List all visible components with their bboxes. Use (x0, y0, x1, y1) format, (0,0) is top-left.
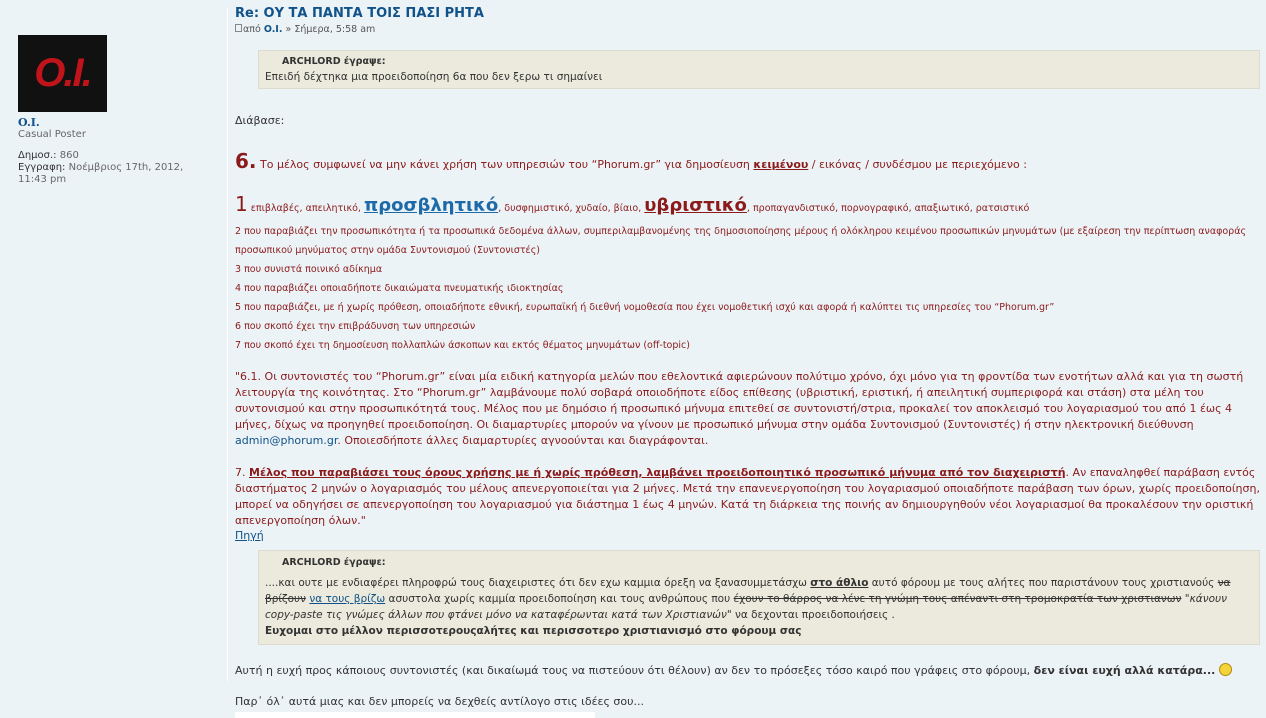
rule-6-text: Το μέλος συμφωνεί να μην κάνει χρήση των υπηρεσιών του “Phorum.gr” για δημοσίευση (260, 158, 754, 171)
quote-text-d: να δεχονται προειδοποιήσεις . (731, 609, 895, 621)
posts-label: Δημοσ.: (18, 150, 57, 161)
joined-date: Νοέμβριος 17th, 2012, 11:43 pm (18, 162, 184, 185)
embedded-image-top (235, 712, 595, 718)
post-meta (235, 24, 1260, 35)
rule-6-1-text: "6.1. Οι συντονιστές του “Phorum.gr” είναι μία ειδική κατηγορία μελών που εθελοντικά αφιερώνουν πολύτιμο χρόνο, όχι μόνο για τη φροντίδα των ενοτήτων αλλά και για τη σωστή λειτουργία της κοινότητας. Στο “Phorum.gr” λαμβάνουμε πολύ σοβαρά οποιοδήποτε είδος επίθεσης (υβριστική, εριστική, ή απειλητική συμπεριφορά και στάση) στα μέλη του συντονισμού και στην προσωπικότητά τους. Μέλος που με δημόσιο ή προσωπικό μήνυμα επιτεθεί σε συντονιστή/στρια, προκαλεί τον αποκλεισμό του λογαριασμού του από 1 έως 4 μήνες, δίχως να προηγηθεί προειδοποίηση. Οι διαμαρτυρίες μπορούν να γίνουν με προσωπικό μήνυμα στην ομάδα Συντονισμού (Συντονιστές) ή στην ηλεκτρονική διεύθυνση (235, 370, 1244, 431)
user-rank: Casual Poster (18, 129, 86, 140)
reply-paragraph-1 (235, 663, 1260, 677)
quote-underline: στο άθλιο (810, 577, 869, 589)
rule-6-text-end: / εικόνας / συνδέσμου με περιεχόμενο : (808, 158, 1027, 171)
joined-label: Εγγραφη: (18, 162, 66, 173)
post-title[interactable]: Re: ΟΥ ΤΑ ΠΑΝΤΑ ΤΟΙΣ ΠΑΣΙ ΡΗΤΑ (235, 6, 484, 21)
quote-author: ARCHLORD έγραψε: (282, 56, 386, 67)
source-link[interactable]: Πηγή (235, 529, 264, 542)
rule-item-1-text-3: , προπαγανδιστικό, πορνογραφικό, απαξιωτικό, ρατσιστικό (746, 203, 1030, 214)
rule-7-text: . Αν επαναληφθεί παράβαση εντός διαστήματος 2 μηνών ο λογαριασμός του μέλους απενεργοποιείται για 2 μήνες. Μετά την επανενεργοποίηση του λογαριασμού οποιαδήποτε παράβαση των όρων, χωρίς προειδοποίηση, μπορεί να οδηγήσει σε απενεργοποίηση του λογαριασμού για διάστημα 1 έως 4 μηνών. Κατά τη διάρκεια της ποινής αν δημιουργηθούν νέοι λογαριασμοί θα προκαλέσουν την οριστική απενεργοποίηση όλων." (235, 466, 1260, 527)
quote-strike-1: να βρίζουν (265, 577, 1231, 605)
reply-paragraph-2: Παρ᾽ όλ᾽ αυτά μιας και δεν μπορείς να δεχθείς αντίλογο στις ιδέες σου... (235, 695, 644, 708)
post-icon[interactable] (235, 24, 242, 32)
post-body (235, 6, 1260, 718)
email-link[interactable]: admin@phorum.gr (235, 434, 338, 447)
avatar: O.I. (18, 35, 107, 112)
para1-bold: δεν είναι ευχή αλλά κατάρα... (1033, 664, 1216, 677)
quote-box-2 (258, 550, 1260, 645)
posts-count: 860 (59, 150, 79, 161)
quote-link[interactable]: να τους βρίζω (309, 593, 386, 605)
by-label: από (243, 24, 261, 35)
quote-last-line: Ευχομαι στο μέλλον περισσοτερουςαλήτες και περισσοτερο χριστιανισμό στο φόρουμ σας (265, 625, 802, 637)
para1-text: Αυτή η ευχή προς κάποιους συντονιστές (και δικαίωμά τους να πιστεύουν ότι θέλουν) αν δεν το πρόσεξες τόσο καιρό που γράφεις στο φόρουμ, (235, 664, 1034, 677)
rule-item: 3 που συνιστά ποινικό αδίκημα (235, 264, 383, 275)
word-offensive: προσβλητικό (363, 195, 499, 216)
user-stats (18, 150, 208, 186)
rule-item-1 (235, 191, 1260, 222)
rule-6-number: 6. (235, 149, 257, 173)
word-insulting: υβριστικό (644, 195, 747, 216)
quote-text (265, 575, 1253, 623)
rule-6-underline: κειμένου (753, 158, 809, 171)
rule-item-1-text-2: , δυσφημιστικό, χυδαίο, βίαιο, (498, 203, 645, 214)
quote-text: Επειδή δέχτηκα μια προειδοποίηση 6α που δεν ξερω τι σημαίνει (265, 71, 603, 83)
rule-7-underline: Μέλος που παραβιάσει τους όρους χρήσης με ή χωρίς πρόθεση, λαμβάνει προειδοποιητικό προσωπικό μήνυμα από τον διαχειριστή (249, 466, 1066, 479)
rule-6-1-text-end: . Οποιεσδήποτε άλλες διαμαρτυρίες αγνοούνται και διαγράφονται. (337, 434, 709, 447)
rule-item-1-text: επιβλαβές, απειλητικό, (247, 203, 364, 214)
quote-author: ARCHLORD έγραψε: (282, 557, 386, 568)
rule-item-1-number: 1 (235, 192, 248, 216)
rule-6-1 (235, 369, 1260, 449)
rule-item: 4 που παραβιάζει οποιαδήποτε δικαιώματα πνευματικής ιδιοκτησίας (235, 283, 564, 294)
rule-list (235, 191, 1260, 355)
rule-item: 6 που σκοπό έχει την επιβράδυνση των υπηρεσιών (235, 321, 476, 332)
laughing-smiley-icon (1219, 663, 1232, 676)
rule-7 (235, 465, 1260, 529)
quote-text-c: ασυστολα χωρίς καμμία προειδοποίηση και τους ανθρώπους που (385, 593, 734, 605)
rule-6 (235, 149, 1260, 173)
rule-7-number: 7. (235, 466, 249, 479)
quote-italic: "κάνουν copy-paste τις γνώμες άλλων που φτάνει μόνο να καταφέρωνται κατά των Χριστιανών" (265, 593, 1227, 621)
read-label: Διάβασε: (235, 114, 285, 127)
quote-text-b: αυτό φόρουμ με τους αλήτες που παριστάνουν τους χριστιανούς (868, 577, 1218, 589)
rule-item: 7 που σκοπό έχει τη δημοσίευση πολλαπλών άσκοπων και εκτός θέματος μηνυμάτων (off-topic) (235, 340, 690, 351)
username-link[interactable]: O.I. (18, 116, 40, 129)
quote-box (258, 50, 1260, 89)
quote-strike-2: έχουν το θάρρος να λένε τη γνώμη τους απέναντι στη τρομοκρατία των χριστιανων (733, 593, 1182, 605)
poster-profile (0, 0, 227, 681)
post-date: Σήμερα, 5:58 am (294, 24, 376, 35)
meta-sep: » (285, 24, 292, 35)
quote-text-a: ....και ουτε με ενδιαφέρει πληροφρώ τους διαχειριστες ότι δεν εχω καμμια όρεξη να ξανασυμμετάσχω (265, 577, 811, 589)
author-link[interactable]: O.I. (263, 24, 283, 35)
column-divider (227, 8, 228, 681)
rule-item: 2 που παραβιάζει την προσωπικότητα ή τα προσωπικά δεδομένα άλλων, συμπεριλαμβανομένης της δημοσιοποίησης μέρους ή ολόκληρου κειμένου προσωπικών μηνυμάτων (με εξαίρεση την περίπτωση αναφοράς προσωπικού μηνύματος στην ομάδα Συντονισμού (Συντονιστές) (235, 226, 1247, 256)
rule-item: 5 που παραβιάζει, με ή χωρίς πρόθεση, οποιαδήποτε εθνική, ευρωπαϊκή ή διεθνή νομοθεσία που έχει νομοθετική ισχύ και αφορά ή καλύπτει τις υπηρεσίες του “Phorum.gr” (235, 302, 1055, 313)
